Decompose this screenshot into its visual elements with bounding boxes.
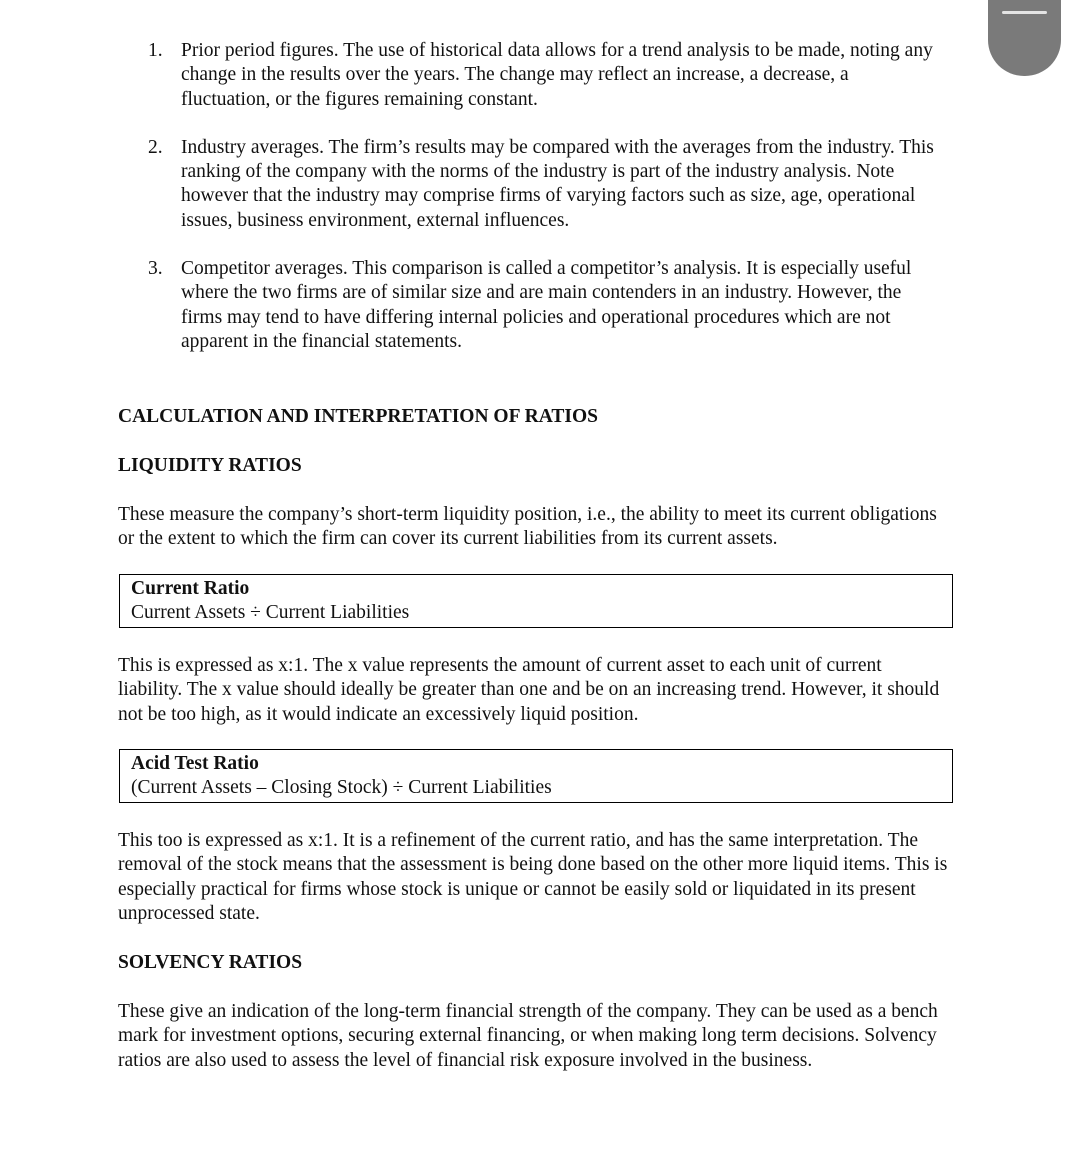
list-item <box>148 257 938 354</box>
acid-test-formula: (Current Assets – Closing Stock) ÷ Current Liabilities <box>131 777 552 799</box>
current-ratio-title: Current Ratio <box>131 578 250 599</box>
acid-test-explanation: This too is expressed as x:1. It is a refinement of the current ratio, and has the same interpretation. The removal of the stock means that the assessment is being done based on the other more liquid items. This is especially practical for firms whose stock is unique or cannot be easily sold or liquidated in its present unprocessed state. <box>118 830 948 924</box>
list-item <box>148 136 938 233</box>
liquidity-heading: LIQUIDITY RATIOS <box>118 455 302 476</box>
liquidity-intro: These measure the company’s short-term liquidity position, i.e., the ability to meet its current obligations or the extent to which the firm can cover its current liabilities from its current assets. <box>118 504 937 550</box>
section-heading: CALCULATION AND INTERPRETATION OF RATIOS <box>118 406 598 427</box>
list-item-text: Prior period figures. The use of historical data allows for a trend analysis to be made, noting any change in the results over the years. The change may reflect an increase, a decrease, a fluctuation, or the figures remaining constant. <box>181 40 933 110</box>
list-item-number: 2. <box>148 136 163 158</box>
comparison-list <box>148 39 938 378</box>
list-item-number: 1. <box>148 40 163 61</box>
solvency-intro: These give an indication of the long-term financial strength of the company. They can be used as a bench mark for investment options, securing external financing, or when making long term decisions. Solvency ratios are also used to assess the level of financial risk exposure involved in the business. <box>118 1001 938 1071</box>
list-item-text: Industry averages. The firm’s results may be compared with the averages from the industry. This ranking of the company with the norms of the industry is part of the industry analysis. Note however that the industry may comprise firms of varying factors such as size, age, operational issues, business environment, external influences. <box>181 136 934 231</box>
acid-test-title: Acid Test Ratio <box>131 753 259 774</box>
list-item <box>148 39 938 112</box>
solvency-heading: SOLVENCY RATIOS <box>118 952 303 973</box>
scroll-handle[interactable] <box>988 0 1061 76</box>
list-item-number: 3. <box>148 258 163 280</box>
list-item-text: Competitor averages. This comparison is called a competitor’s analysis. It is especially useful where the two firms are of similar size and are main contenders in an industry. However, the firms may tend to have differing internal policies and operational procedures which are not apparent in the financial statements. <box>181 258 912 352</box>
current-ratio-explanation: This is expressed as x:1. The x value represents the amount of current asset to each unit of current liability. The x value should ideally be greater than one and be on an increasing trend. However, it should not be too high, as it would indicate an excessively liquid position. <box>118 655 940 725</box>
current-ratio-formula: Current Assets ÷ Current Liabilities <box>131 602 410 624</box>
acid-test-box <box>119 749 953 803</box>
current-ratio-box <box>119 574 953 628</box>
minus-icon <box>1002 11 1047 14</box>
